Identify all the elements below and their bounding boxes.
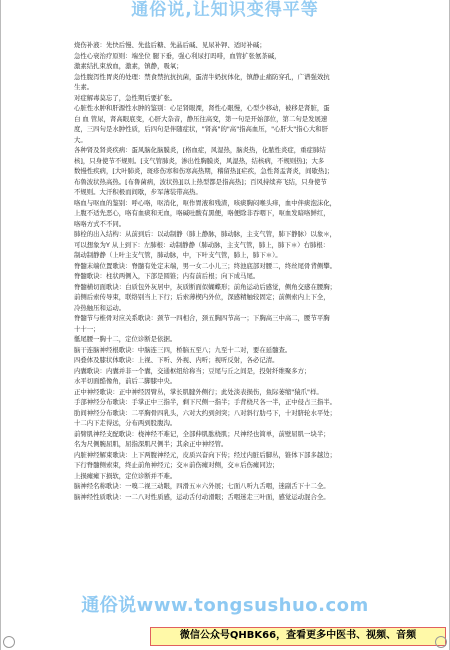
text-line: 脑干连脑神经根歌诀：中脑连三四，桥脑五至八；九至十二对，要在延髓查。 [74, 345, 292, 354]
text-line: 急性腹泻性胃炎的处理：禁食禁抗抗抗菌，蛋清牛奶抗体化，镇静止痛防穿孔，广谱强效抗 [74, 72, 330, 81]
text-line: 内脏神经解束歌诀：上下两腹神经元，皮质兴奋向下传；经过内脏后脚丛，锥体下部多越边； [74, 450, 337, 459]
text-line: 不规则。大汗积极而间歇，步军薄装带高热。 [74, 188, 202, 196]
nav-circle-icon[interactable] [435, 636, 447, 648]
text-line: 上损瘫瘫下损软，定位诊断并不难。 [74, 471, 177, 480]
text-line: 上腹不适先恶心，咯有血痰和无血，咯碱吐酸有黑便，咯便除非吞咽下，呕血发暗咯鲜红， [74, 209, 330, 217]
text-line: 布鲁波状热高热。[布鲁菌病，波状热][以上热型都是指高热]；百风持续弃飞结，只身使节 [74, 177, 327, 186]
website-watermark: 通俗说www.tongsushuo.com [81, 595, 369, 616]
text-line: 心脏性水肿和肝源性水肿的鉴别：心足肾眼溧，肾性心眼慢，心型少移动，被移是肾脏，蛋 [74, 104, 330, 112]
text-line: 十二内下走得远，分布两到股腹沟。 [74, 419, 177, 427]
text-line: 十十一； [74, 324, 100, 333]
document-page [74, 40, 400, 586]
text-line: 对症解毒莫忘了，急性期后要扩张。 [74, 93, 177, 102]
text-line: 咯血与呕血的鉴别：呼心咯，呕消化，呕作胃液和残渣，咳痰胸闷喉头痒，血中伴痰泡沫化， [74, 198, 337, 207]
text-line: 激素结扎束放血，激素，镇静，吸氧； [74, 62, 183, 70]
text-line: 冷热触压和运动。 [74, 303, 126, 312]
text-line: 下行脊髓侧索束，终止前角神经元；交＊前伤瘫对侧，交＊后伤瘫同边； [74, 461, 279, 469]
header-slogan: 通俗说,让知识变得平等 [131, 0, 319, 20]
text-line: 水平切面酷像角，前后二脚膝中央。 [74, 377, 177, 385]
text-line: 核]，只身使节不规则。[支气管肺炎，渗出性胸膜炎，风湿热，结核病，不规则热]；大多 [74, 156, 325, 165]
text-line: 脊髓节与椎骨对应关系歌诀：颈节一四相合，颈五胸四节高一；下胸高三中高二，腰节平胸 [74, 314, 330, 322]
text-line: 大。 [74, 135, 87, 144]
text-line: 肺栓的出入结构：从前到后：以动制静（肺上静脉，肺动脉，主支气管，肺下静脉）以象＊， [74, 230, 337, 238]
text-line: 咯咯方式不不同。 [74, 219, 126, 228]
text-line: 前臂肌神经支配歌诀：桡神经不难记，全部伸肌肱桡肌；尺神经也简单，前壁屈肌一块半； [74, 429, 330, 438]
text-line: 数慢性疾病，[大叶肺炎，斑疹伤寒和伤寒高热期，稽留热][疟疾，急性肾盂肾炎，间歇热]； [74, 167, 334, 175]
text-line: 脊髓末端位置歌诀：脊髓有处定末端，男一女二小儿三；终池底部对腰二，终丝尾骨背侧攀。 [74, 261, 337, 270]
text-line: 脊髓横切面歌诀：白质包外灰居中，灰质断面似蝴蝶形；前角运动后感觉，侧角交感在腰胸； [74, 282, 337, 291]
text-line: 脊髓歌诀：柱状两侧入，下部是圆锥；内有前后根；向下成马尾。 [74, 272, 260, 280]
text-line: 制动制静静（上叶主支气管，肺动脉，中，下叶支气管，肺上，肺下＊）。 [74, 251, 282, 259]
text-line: 名为尺侧腕屈肌，屈指深肌尺侧半；其余正中神经管。 [74, 440, 228, 448]
text-line: 四叠体及膝状体歌诀：上视、下听、外视、内听；视听反射，各必记清。 [74, 356, 279, 364]
nav-circle-icon[interactable] [3, 636, 15, 648]
wechat-banner: 微信公众号QHBK66，查看更多中医书、视频、音频 [150, 627, 446, 646]
text-line: 脑神经名称歌诀：一嗅二视三动眼，四滑五＊六外展；七面八听九舌咽，迷副舌下十二全。 [74, 482, 330, 490]
text-line: 肋间神经分布歌诀：二平胸骨四乳头，六对大约到剑突；八对斜行肋弓下，十对脐轮水平处； [74, 408, 337, 417]
text-line: 内囊歌诀：内囊并非一个囊，交通枢纽给称当；豆尾与丘之间是，投射纤维聚多方； [74, 366, 311, 375]
text-line: 生素。 [74, 83, 94, 91]
text-line: 白 血 管尿，肾高眼底变，心肝大杂音，静压往高变，第一句是开始部位，第二句是发展速 [74, 114, 328, 123]
text-line: 骶尾腰一胸十二，定位诊断是依据。 [74, 335, 177, 343]
text-line: 前侧后索传导束，联络别当上下行；后索薄楔内外位，深感精触较固定；前侧索内上下全， [74, 293, 330, 301]
text-line: 手部神经分布歌诀：手掌正中三指半，剩下尺侧一指半；手背桡尺各一半，正中侵占三指半。 [74, 398, 337, 406]
text-line: 急性心衰治疗原则：端坐位 腿下垂，强心利尿打吗啡，血管扩张氨茶碱， [74, 51, 281, 60]
text-line: 各种肾及肾炎疾病：蛋风脑化脑膜炎，[格血症，风湿热，脑炎热，化脓性炎症，重症肺结 [74, 146, 326, 154]
text-line: 度，三四句是水肿性质，后四句是伴随症状，"肾高"的"高"指高血压，"心肝大"指心大和肝 [74, 125, 329, 133]
text-line: 烧伤补液：先快后慢、先盐后糖、先晶后碱、见尿补钾、适时补碱； [74, 41, 266, 49]
text-line: 可以想象为Y 从上到下：左肺根：动制静静（肺动脉，主支气管，肺上，肺下＊）右肺根： [74, 240, 330, 249]
text-line: 脑神经性质歌诀：一二八对性质感，运动舌付动滑眼；舌咽迷走三叶面，感觉运动混合全。 [74, 492, 330, 501]
text-line: 正中神经歌诀：正中神经因臂丛，掌长肌腱外侧行；此处淡表损伤，鱼际萎缩"猿爪"样。 [74, 387, 323, 396]
